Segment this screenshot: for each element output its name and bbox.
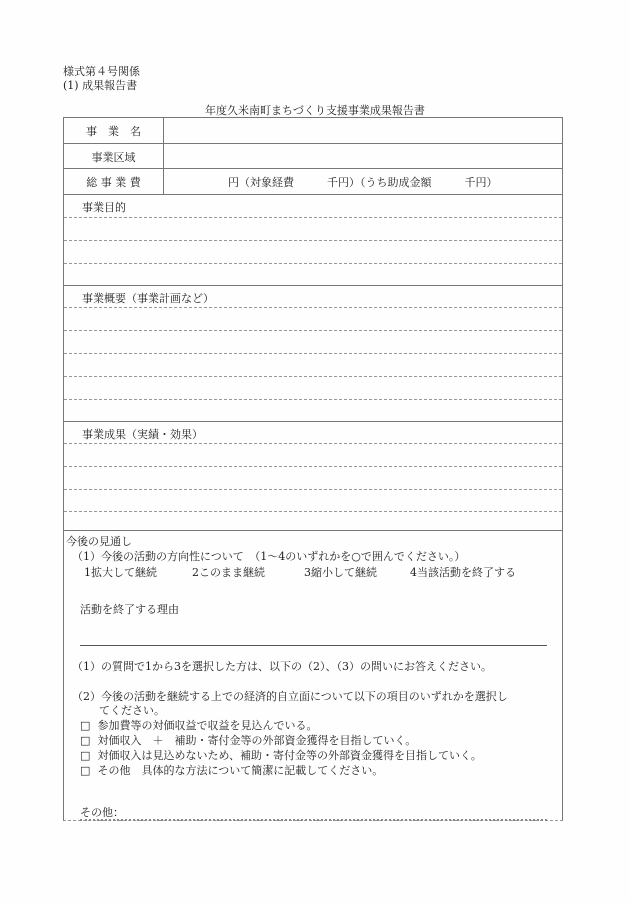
q2-option-2[interactable]	[80, 732, 416, 748]
other-label: その他：	[80, 806, 124, 819]
form-number: 様式第４号関係	[63, 65, 140, 78]
outlook-heading: 今後の見通し	[66, 535, 132, 548]
project-name-field[interactable]	[164, 118, 562, 143]
section-overview	[63, 285, 563, 421]
q2-option-4-label: その他 具体的な方法について簡潔に記載してください。	[97, 764, 384, 777]
q2-option-2-label: 対価収入 ＋ 補助・寄付金等の外部資金獲得を目指していく。	[97, 734, 417, 747]
overview-line-3[interactable]	[64, 353, 562, 354]
checkbox-icon[interactable]: □	[80, 749, 91, 762]
results-line-3[interactable]	[64, 489, 562, 490]
purpose-line-1[interactable]	[64, 217, 562, 218]
table-row-project-area	[63, 143, 563, 169]
q2-option-1[interactable]	[80, 717, 318, 733]
project-area-field[interactable]	[164, 144, 562, 169]
table-row-total-cost	[63, 168, 563, 194]
overview-line-1[interactable]	[64, 307, 562, 308]
end-reason-field[interactable]	[80, 627, 547, 643]
q2-option-4[interactable]	[80, 762, 383, 778]
checkbox-icon[interactable]: □	[80, 719, 91, 732]
section-purpose	[63, 194, 563, 285]
q2-text-line1: （2）今後の活動を継続する上での経済的自立面について以下の項目のいずれかを選択し	[72, 690, 508, 703]
overview-line-2[interactable]	[64, 330, 562, 331]
checkbox-icon[interactable]: □	[80, 734, 91, 747]
q2-option-1-label: 参加費等の対価収益で収益を見込んでいる。	[97, 719, 318, 732]
table-row-project-name	[63, 117, 563, 143]
document-title: 年度久米南町まちづくり支援事業成果報告書	[205, 104, 425, 117]
results-line-1[interactable]	[64, 443, 562, 444]
checkbox-icon[interactable]: □	[80, 764, 91, 777]
section-outlook	[63, 530, 563, 821]
q1-option-1[interactable]: 1拡大して継続	[84, 566, 157, 579]
q2-option-3[interactable]	[80, 747, 482, 763]
total-cost-field[interactable]: 円（対象経費 千円）（うち助成金額 千円）	[228, 175, 498, 189]
q1-option-3[interactable]: 3縮小して継続	[304, 566, 377, 579]
end-reason-label: 活動を終了する理由	[80, 603, 179, 616]
q1-text: （1）今後の活動の方向性について （1～4のいずれかを○で囲んでください。）	[72, 550, 466, 563]
other-field[interactable]	[134, 804, 547, 818]
purpose-line-3[interactable]	[64, 263, 562, 264]
other-underline	[80, 819, 547, 821]
overview-line-5[interactable]	[64, 399, 562, 400]
overview-line-4[interactable]	[64, 376, 562, 377]
purpose-label: 事業目的	[82, 201, 126, 214]
project-name-label: 事 業 名	[64, 118, 164, 143]
project-area-label: 事業区域	[64, 144, 164, 169]
q2-option-3-label: 対価収入は見込めないため、補助・寄付金等の外部資金獲得を目指していく。	[97, 749, 482, 762]
q2-text-line2: てください。	[99, 704, 165, 717]
q1-option-2[interactable]: 2このまま継続	[192, 566, 265, 579]
section-results	[63, 421, 563, 530]
q1-option-4[interactable]: 4当該活動を終了する	[410, 566, 516, 579]
overview-label: 事業概要（事業計画など）	[82, 292, 214, 305]
end-reason-underline	[80, 645, 547, 646]
instruction-text: （1）の質問で1から3を選択した方は、以下の（2）、（3）の問いにお答えください。	[72, 660, 492, 673]
total-cost-label: 総 事 業 費	[64, 169, 164, 194]
results-line-4[interactable]	[64, 511, 562, 512]
form-name: (1) 成果報告書	[63, 79, 138, 92]
results-label: 事業成果（実績・効果）	[82, 428, 203, 441]
purpose-line-2[interactable]	[64, 240, 562, 241]
results-line-2[interactable]	[64, 466, 562, 467]
